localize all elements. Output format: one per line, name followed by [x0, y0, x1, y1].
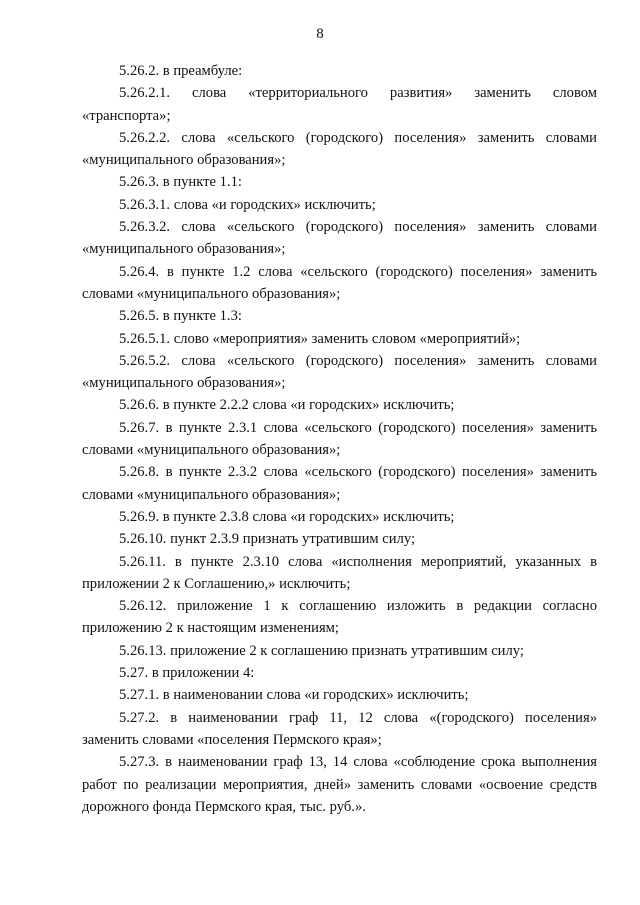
paragraph: 5.27.1. в наименовании слова «и городских» исключить;	[119, 687, 469, 704]
paragraph: 5.26.13. приложение 2 к соглашению признать утратившим силу;	[119, 642, 524, 659]
paragraph: 5.26.11. в пункте 2.3.10 слова «исполнения мероприятий, указанных в приложении 2 к Соглашению,» исключить;	[82, 553, 597, 592]
paragraph: 5.27. в приложении 4:	[119, 665, 255, 682]
paragraph: 5.26.3. в пункте 1.1:	[119, 174, 242, 191]
paragraph: 5.26.4. в пункте 1.2 слова «сельского (городского) поселения» заменить словами «муниципального образования»;	[82, 263, 597, 302]
paragraph: 5.26.12. приложение 1 к соглашению изложить в редакции согласно приложению 2 к настоящим изменениям;	[82, 598, 597, 637]
paragraph: 5.26.7. в пункте 2.3.1 слова «сельского (городского) поселения» заменить словами «муниципального образования»;	[82, 419, 597, 459]
paragraph: 5.27.3. в наименовании граф 13, 14 слова «соблюдение срока выполнения работ по реализации мероприятия, дней» заменить словами «освоение средств дорожного фонда Пермского края, тыс. руб.».	[82, 754, 597, 815]
paragraph: 5.26.10. пункт 2.3.9 признать утратившим силу;	[119, 531, 416, 548]
paragraph: 5.26.2. в преамбуле:	[119, 63, 243, 79]
paragraph: 5.26.9. в пункте 2.3.8 слова «и городских» исключить;	[119, 508, 455, 525]
paragraph: 5.26.8. в пункте 2.3.2 слова «сельского (городского) поселения» заменить словами «муниципального образования»;	[82, 464, 597, 503]
paragraph: 5.26.3.2. слова «сельского (городского) поселения» заменить словами «муниципального образования»;	[82, 219, 597, 258]
paragraph: 5.26.6. в пункте 2.2.2 слова «и городских» исключить;	[119, 397, 455, 414]
paragraph: 5.26.5.2. слова «сельского (городского) поселения» заменить словами «муниципального образования»;	[82, 352, 597, 392]
paragraph: 5.26.2.2. слова «сельского (городского) поселения» заменить словами «муниципального образования»;	[82, 129, 597, 169]
paragraph: 5.26.3.1. слова «и городских» исключить;	[119, 196, 376, 213]
paragraph: 5.27.2. в наименовании граф 11, 12 слова «(городского) поселения» заменить словами «поселения Пермского края»;	[82, 709, 597, 748]
paragraph: 5.26.2.1. слова «территориального развития» заменить словом «транспорта»;	[82, 85, 597, 124]
document-body	[82, 60, 597, 818]
paragraph: 5.26.5.1. слово «мероприятия» заменить словом «мероприятий»;	[119, 330, 521, 347]
page-number: 8	[316, 26, 324, 42]
paragraph: 5.26.5. в пункте 1.3:	[119, 308, 242, 325]
